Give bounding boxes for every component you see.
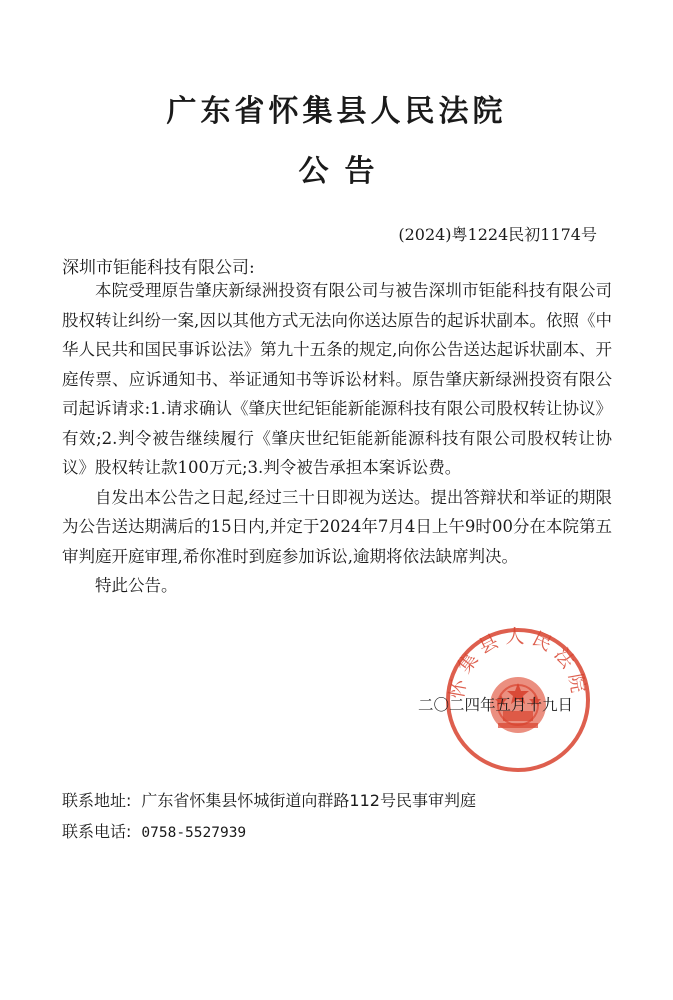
notice-body xyxy=(62,276,612,601)
case-number: (2024)粤1224民初1174号 xyxy=(398,225,597,244)
paragraph-service: 自发出本公告之日起,经过三十日即视为送达。提出答辩状和举证的期限为公告送达期满后的15日内,并定于2024年7月4日上午9时00分在本院第五审判庭开庭审理,希你准时到庭参加诉讼,逾期将依法缺席判决。 xyxy=(62,487,612,566)
contact-phone xyxy=(62,819,246,842)
paragraph-closing: 特此公告。 xyxy=(95,576,178,595)
contact-address-label: 联系地址: xyxy=(62,791,132,810)
contact-address xyxy=(62,788,476,811)
addressee: 深圳市钜能科技有限公司: xyxy=(62,258,255,278)
contact-phone-value: 0758-5527939 xyxy=(141,825,247,841)
paragraph-main: 本院受理原告肇庆新绿洲投资有限公司与被告深圳市钜能科技有限公司股权转让纠纷一案,因以其他方式无法向你送达原告的起诉状副本。依照《中华人民共和国民事诉讼法》第九十五条的规定,向你公告送达起诉状副本、开庭传票、应诉通知书、举证通知书等诉讼材料。原告肇庆新绿洲投资有限公司起诉请求:1.请求确认《肇庆世纪钜能新能源科技有限公司股权转让协议》有效;2.判令被告继续履行《肇庆世纪钜能新能源科技有限公司股权转让协议》股权转让款100万元;3.判令被告承担本案诉讼费。 xyxy=(62,281,612,477)
document-title: 公告 xyxy=(298,154,391,189)
contact-phone-label: 联系电话: xyxy=(62,822,132,841)
svg-text:怀集县人民法院: 怀集县人民法院 xyxy=(445,625,591,701)
court-name: 广东省怀集县人民法院 xyxy=(166,94,507,129)
contact-address-value: 广东省怀集县怀城街道向群路112号民事审判庭 xyxy=(141,791,476,810)
issue-date: 二〇二四年五月十九日 xyxy=(418,696,574,714)
